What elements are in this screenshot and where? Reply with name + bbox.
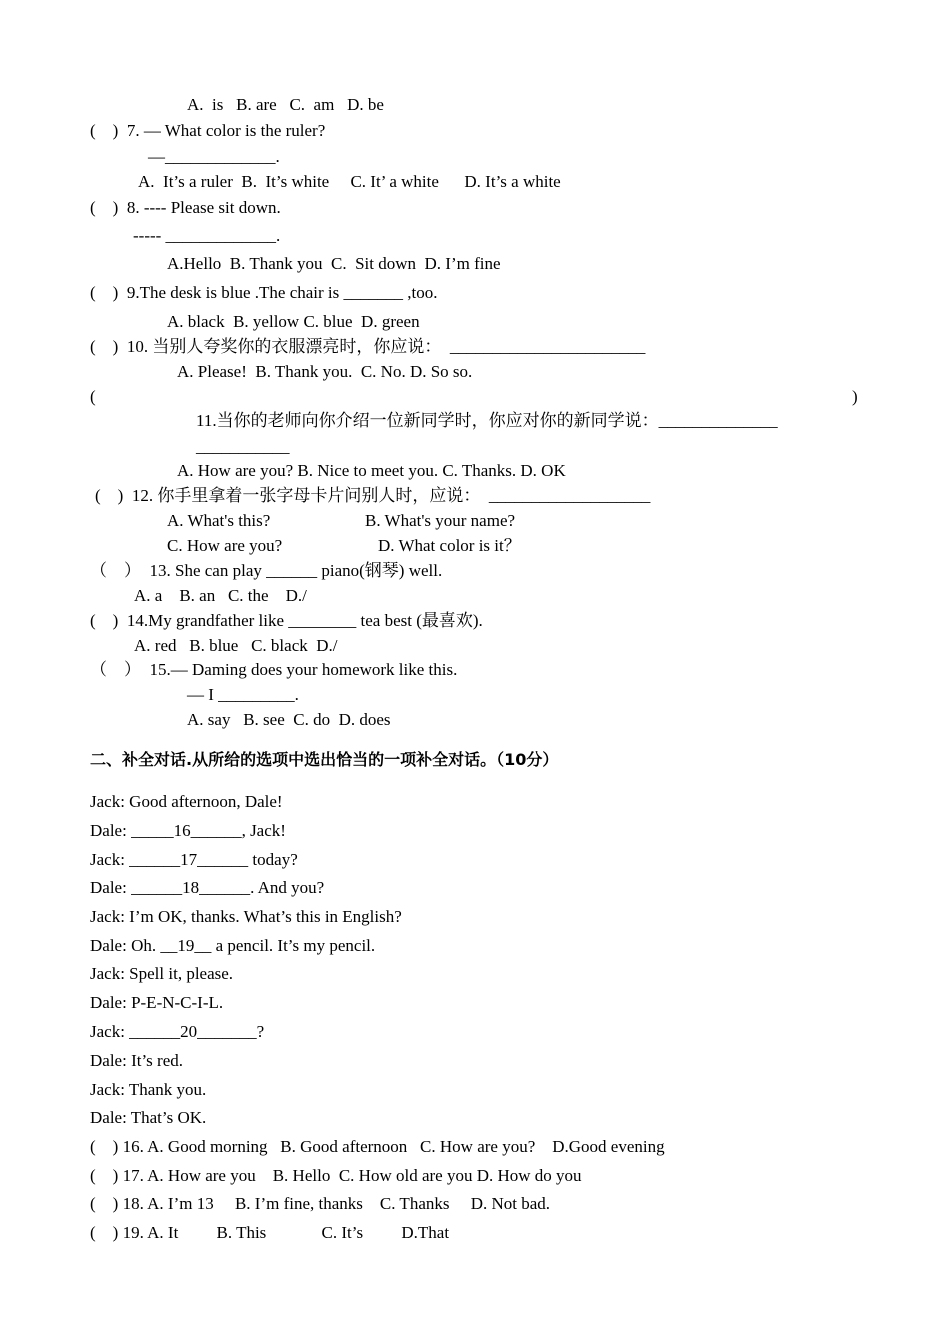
q15-answer-blank: — I _________. [187,685,299,704]
q15-prompt: （ ） 15.— Daming does your homework like this. [90,660,458,679]
q10-options: A. Please! B. Thank you. C. No. D. So so. [177,362,473,381]
q11-paren-close: ) [852,387,858,406]
q12-option-a: A. What's this? [167,511,271,530]
q10-prompt: ( ) 10. 当别人夸奖你的衣服漂亮时，你应说： _______________________ [90,337,646,356]
q12-option-b: B. What's your name? [365,511,516,530]
q8-options: A.Hello B. Thank you C. Sit down D. I’m fine [167,254,501,273]
dialogue-line: Jack: I’m OK, thanks. What’s this in English? [90,907,402,926]
q7-prompt: ( ) 7. — What color is the ruler? [90,121,326,140]
q11-blank-continued: ___________ [196,437,290,456]
q8-answer-blank: ----- _____________. [133,226,281,245]
dialogue-line: Jack: ______20_______? [90,1022,265,1041]
q14-prompt: ( ) 14.My grandfather like ________ tea best (最喜欢). [90,611,483,630]
dialogue-line: Jack: Spell it, please. [90,964,234,983]
q8-prompt: ( ) 8. ---- Please sit down. [90,198,281,217]
q6-options: A. is B. are C. am D. be [187,95,384,114]
dialogue-line: Dale: ______18______. And you? [90,878,325,897]
q12-prompt: ( ) 12. 你手里拿着一张字母卡片问别人时，应说： ___________________ [95,486,651,505]
q14-options: A. red B. blue C. black D./ [134,636,338,655]
q13-options: A. a B. an C. the D./ [134,586,307,605]
q7-options: A. It’s a ruler B. It’s white C. It’ a white D. It’s a white [138,172,561,191]
dialogue-line: Dale: _____16______, Jack! [90,821,286,840]
dialogue-line: Dale: It’s red. [90,1051,183,1070]
q9-prompt: ( ) 9.The desk is blue .The chair is _______ ,too. [90,283,438,302]
q15-options: A. say B. see C. do D. does [187,710,391,729]
choice-row-18: ( ) 18. A. I’m 13 B. I’m fine, thanks C. Thanks D. Not bad. [90,1194,551,1213]
q12-option-d: D. What color is it？ [378,536,521,555]
choice-row-19: ( ) 19. A. It B. This C. It’s D.That [90,1223,450,1242]
dialogue-line: Dale: Oh. __19__ a pencil. It’s my pencil. [90,936,376,955]
q9-options: A. black B. yellow C. blue D. green [167,312,420,331]
dialogue-line: Dale: P-E-N-C-I-L. [90,993,224,1012]
section-2-heading: 二、补全对话.从所给的选项中选出恰当的一项补全对话。（10分） [90,750,559,769]
q13-prompt: （ ） 13. She can play ______ piano(钢琴) well. [90,561,443,580]
choice-row-16: ( ) 16. A. Good morning B. Good afternoon C. How are you? D.Good evening [90,1137,665,1156]
q11-paren-open: ( [90,387,96,406]
dialogue-line: Dale: That’s OK. [90,1108,207,1127]
dialogue-line: Jack: ______17______ today? [90,850,298,869]
q11-options: A. How are you? B. Nice to meet you. C. Thanks. D. OK [177,461,566,480]
dialogue-line: Jack: Good afternoon, Dale! [90,792,283,811]
q7-answer-blank: —_____________. [148,147,280,166]
q11-prompt: 11.当你的老师向你介绍一位新同学时，你应对你的新同学说：______________ [196,411,778,430]
q12-option-c: C. How are you? [167,536,283,555]
choice-row-17: ( ) 17. A. How are you B. Hello C. How old are you D. How do you [90,1166,582,1185]
dialogue-line: Jack: Thank you. [90,1080,207,1099]
